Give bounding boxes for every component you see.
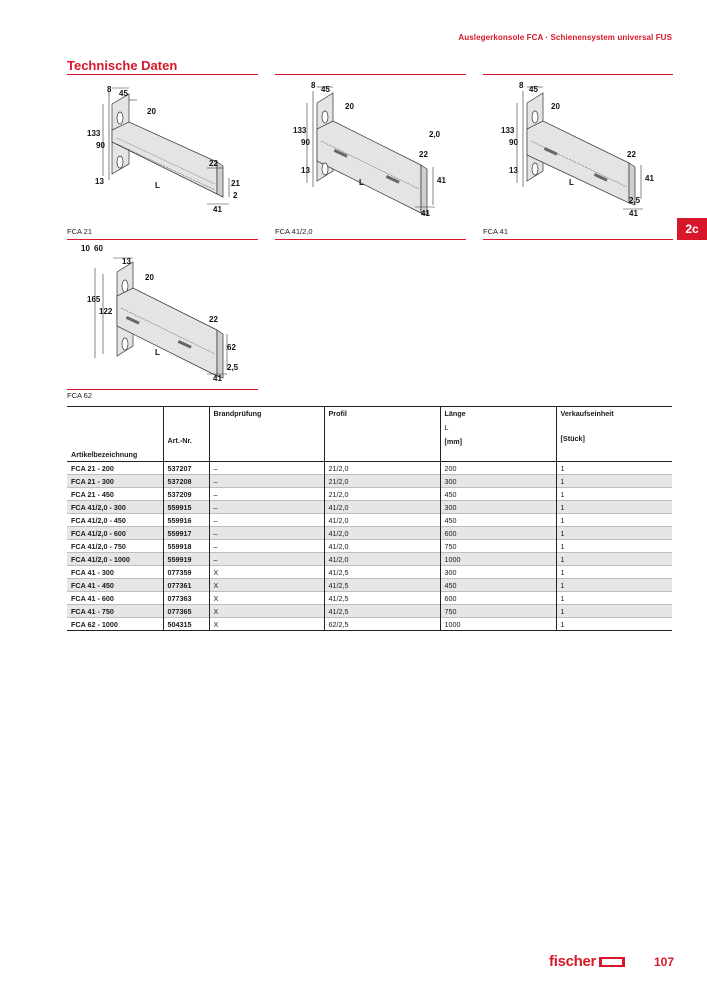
dim-13: 13	[509, 166, 518, 175]
col-artnr-label	[163, 436, 209, 462]
cell-artnr: 077359	[163, 566, 209, 579]
cell-ve: 1	[556, 514, 672, 527]
cell-laenge: 450	[440, 579, 556, 592]
dim-8: 8	[519, 81, 524, 90]
cell-artnr: 077361	[163, 579, 209, 592]
title-underline	[67, 74, 258, 75]
cell-laenge: 600	[440, 527, 556, 540]
table-row	[67, 501, 672, 514]
cell-artikel: FCA 41 - 300	[71, 567, 114, 577]
cell-ve: 1	[556, 527, 672, 540]
cell-profil: 41/2,0	[324, 553, 440, 566]
brand-name: fischer	[549, 953, 597, 970]
cell-artnr: 504315	[163, 618, 209, 631]
table-row	[67, 488, 672, 501]
cell-laenge: 300	[440, 475, 556, 488]
header-blank	[209, 448, 324, 462]
cell-profil: 21/2,0	[324, 488, 440, 501]
cell-artikel: FCA 41/2,0 - 750	[71, 541, 126, 551]
cell-laenge: 300	[440, 566, 556, 579]
cell-ve: 1	[556, 540, 672, 553]
cell-ve: 1	[556, 566, 672, 579]
table-row	[67, 605, 672, 618]
cell-artikel: FCA 21 - 450	[71, 489, 114, 499]
dim-133: 133	[501, 126, 515, 135]
cell-brand: X	[209, 566, 324, 579]
header-blank	[440, 448, 556, 462]
figure-fca-62	[67, 242, 258, 382]
cell-artikel: FCA 41/2,0 - 300	[71, 502, 126, 512]
chapter-tab: 2c	[677, 218, 707, 240]
cell-laenge: 600	[440, 592, 556, 605]
dim-L: L	[359, 178, 364, 187]
cell-artnr: 559918	[163, 540, 209, 553]
cell-artikel: FCA 41/2,0 - 1000	[71, 554, 130, 564]
table-row	[67, 475, 672, 488]
cell-artikel: FCA 62 - 1000	[71, 619, 118, 629]
cell-brand: –	[209, 527, 324, 540]
cell-ve: 1	[556, 501, 672, 514]
dim-2-5: 2,5	[629, 196, 641, 205]
section-title: Technische Daten	[67, 58, 178, 73]
col-artikel-label: Artikelbezeichnung	[67, 448, 163, 462]
cell-brand: –	[209, 488, 324, 501]
cell-artikel: FCA 21 - 300	[71, 476, 114, 486]
cell-profil: 41/2,0	[324, 527, 440, 540]
cell-artikel: FCA 41 - 450	[71, 580, 114, 590]
running-header: Auslegerkonsole FCA · Schienensystem universal FUS	[458, 33, 672, 42]
dim-22: 22	[209, 159, 218, 168]
logo-mark-icon	[599, 957, 625, 967]
dim-62: 62	[227, 343, 236, 352]
dim-20: 20	[145, 273, 154, 282]
table-row	[67, 462, 672, 475]
caption-rule	[483, 239, 673, 240]
cell-laenge: 750	[440, 540, 556, 553]
dim-45: 45	[321, 85, 330, 94]
dim-122: 122	[99, 307, 113, 316]
col-laenge-unit: [mm]	[444, 437, 463, 446]
cell-brand: X	[209, 605, 324, 618]
cell-artnr: 077363	[163, 592, 209, 605]
cell-ve: 1	[556, 592, 672, 605]
cell-profil: 21/2,0	[324, 475, 440, 488]
figure-caption: FCA 21	[67, 227, 93, 236]
figure-rule	[483, 74, 673, 75]
col-artikel	[67, 407, 163, 449]
cell-brand: X	[209, 618, 324, 631]
fischer-logo	[549, 953, 625, 970]
dim-L: L	[155, 348, 160, 357]
table-row	[67, 566, 672, 579]
header-blank	[324, 448, 440, 462]
cell-artnr: 559915	[163, 501, 209, 514]
spec-table	[67, 406, 672, 631]
dim-22: 22	[419, 150, 428, 159]
dim-2-5: 2,5	[227, 363, 239, 372]
dim-165: 165	[87, 295, 101, 304]
dim-133: 133	[87, 129, 101, 138]
dim-20: 20	[551, 102, 560, 111]
dim-21: 21	[231, 179, 240, 188]
cell-profil: 41/2,5	[324, 566, 440, 579]
header-blank	[556, 448, 672, 462]
dim-8: 8	[311, 81, 316, 90]
figure-caption: FCA 41	[483, 227, 509, 236]
cell-laenge: 750	[440, 605, 556, 618]
cell-brand: –	[209, 514, 324, 527]
dim-L: L	[569, 178, 574, 187]
cell-artikel: FCA 21 - 200	[71, 463, 114, 473]
cell-artnr: 559919	[163, 553, 209, 566]
dim-41-side: 41	[645, 174, 654, 183]
dim-20: 20	[345, 102, 354, 111]
cell-brand: –	[209, 553, 324, 566]
dim-2: 2	[233, 191, 238, 200]
col-profil: Profil	[324, 407, 440, 449]
dim-13: 13	[122, 257, 131, 266]
cell-artnr: 537209	[163, 488, 209, 501]
cell-laenge: 1000	[440, 618, 556, 631]
cell-profil: 41/2,0	[324, 540, 440, 553]
dim-22: 22	[209, 315, 218, 324]
dim-133: 133	[293, 126, 307, 135]
dim-41: 41	[213, 374, 222, 382]
cell-ve: 1	[556, 553, 672, 566]
dim-41-side: 41	[437, 176, 446, 185]
table-row	[67, 592, 672, 605]
col-laenge	[440, 407, 556, 449]
cell-profil: 41/2,5	[324, 592, 440, 605]
col-ve-unit: [Stück]	[560, 434, 585, 443]
figure-fca-41-2-0	[275, 79, 466, 217]
dim-10: 10	[81, 244, 90, 253]
cell-profil: 41/2,5	[324, 579, 440, 592]
col-laenge-label: Länge	[444, 409, 466, 418]
cell-ve: 1	[556, 579, 672, 592]
cell-laenge: 200	[440, 462, 556, 475]
cell-profil: 62/2,5	[324, 618, 440, 631]
dim-90: 90	[96, 141, 105, 150]
dim-90: 90	[509, 138, 518, 147]
cell-laenge: 300	[440, 501, 556, 514]
dim-13: 13	[95, 177, 104, 186]
figure-caption: FCA 41/2,0	[275, 227, 313, 236]
dim-8: 8	[107, 85, 112, 94]
cell-laenge: 1000	[440, 553, 556, 566]
col-brand: Brandprüfung	[209, 407, 324, 449]
figure-fca-21	[67, 82, 258, 217]
table-row	[67, 527, 672, 540]
figure-caption: FCA 62	[67, 391, 93, 400]
cell-artikel: FCA 41 - 750	[71, 606, 114, 616]
dim-60: 60	[94, 244, 103, 253]
dim-45: 45	[529, 85, 538, 94]
table-row	[67, 579, 672, 592]
cell-ve: 1	[556, 605, 672, 618]
col-ve-label: Verkaufseinheit	[560, 409, 614, 418]
cell-profil: 41/2,5	[324, 605, 440, 618]
cell-ve: 1	[556, 488, 672, 501]
cell-brand: –	[209, 540, 324, 553]
cell-ve: 1	[556, 618, 672, 631]
dim-2-0: 2,0	[429, 130, 441, 139]
dim-41: 41	[629, 209, 638, 217]
dim-41: 41	[213, 205, 222, 214]
dim-L: L	[155, 181, 160, 190]
cell-artikel: FCA 41/2,0 - 600	[71, 528, 126, 538]
cell-laenge: 450	[440, 488, 556, 501]
caption-rule	[67, 389, 258, 390]
page-number: 107	[654, 955, 675, 969]
cell-artikel: FCA 41 - 600	[71, 593, 114, 603]
cell-artnr: 537208	[163, 475, 209, 488]
cell-artnr: 559917	[163, 527, 209, 540]
cell-ve: 1	[556, 475, 672, 488]
cell-artnr: 559916	[163, 514, 209, 527]
cell-brand: –	[209, 462, 324, 475]
table-row	[67, 514, 672, 527]
caption-rule	[67, 239, 258, 240]
dim-13: 13	[301, 166, 310, 175]
cell-brand: X	[209, 579, 324, 592]
cell-artnr: 537207	[163, 462, 209, 475]
col-artnr-text: Art.-Nr.	[167, 436, 192, 445]
cell-profil: 41/2,0	[324, 501, 440, 514]
cell-artikel: FCA 41/2,0 - 450	[71, 515, 126, 525]
table-row	[67, 553, 672, 566]
dim-20: 20	[147, 107, 156, 116]
cell-profil: 41/2,0	[324, 514, 440, 527]
cell-brand: –	[209, 475, 324, 488]
figure-rule	[275, 74, 466, 75]
cell-ve: 1	[556, 462, 672, 475]
table-row	[67, 540, 672, 553]
table-row	[67, 618, 672, 631]
cell-laenge: 450	[440, 514, 556, 527]
dim-45: 45	[119, 89, 128, 98]
figure-fca-41	[483, 79, 673, 217]
col-ve	[556, 407, 672, 449]
cell-profil: 21/2,0	[324, 462, 440, 475]
dim-22: 22	[627, 150, 636, 159]
cell-artnr: 077365	[163, 605, 209, 618]
cell-brand: –	[209, 501, 324, 514]
col-laenge-symbol: L	[444, 423, 449, 432]
cell-brand: X	[209, 592, 324, 605]
caption-rule	[275, 239, 466, 240]
dim-90: 90	[301, 138, 310, 147]
dim-41: 41	[421, 209, 430, 217]
